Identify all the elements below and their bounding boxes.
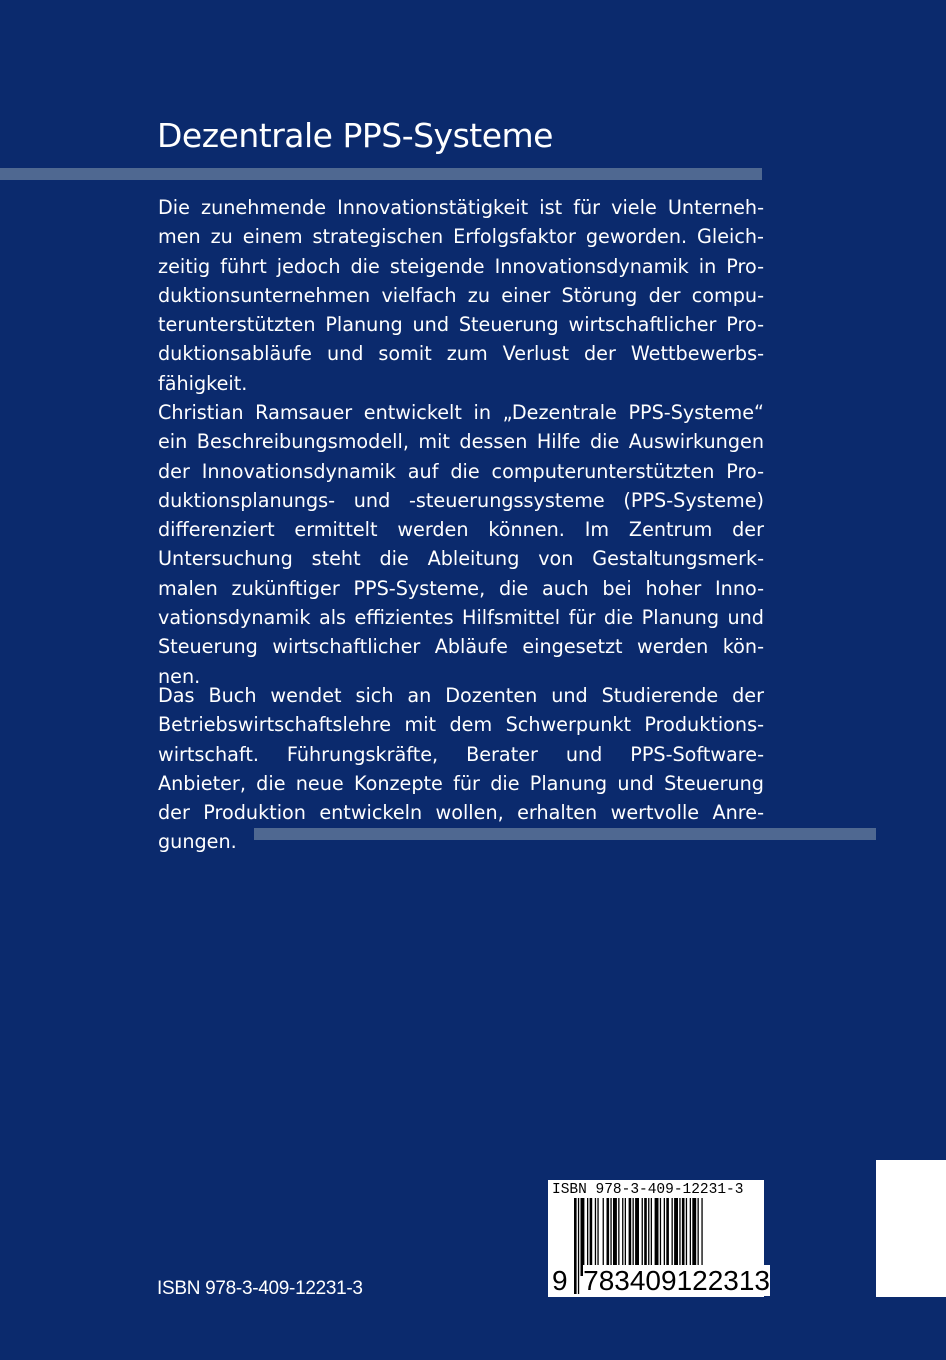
text-line: Anbieter, die neue Konzepte für die Planung und Steuerung [158, 771, 764, 795]
barcode-digit-first: 9 [552, 1265, 568, 1296]
text-line: wirtschaft. Führungskräfte, Berater und PPS-Software- [158, 742, 764, 766]
text-line: men zu einem strategischen Erfolgsfaktor geworden. Gleich- [158, 225, 764, 249]
text-line: duktionsabläufe und somit zum Verlust der Wettbewerbs- [158, 342, 764, 366]
barcode-isbn-text: ISBN 978-3-409-12231-3 [552, 1182, 744, 1198]
text-line: terunterstützten Planung und Steuerung wirtschaftlicher Pro- [158, 313, 764, 337]
text-line: ein Beschreibungsmodell, mit dessen Hilfe die Auswirkungen [158, 430, 764, 454]
text-line: differenziert ermittelt werden können. Im Zentrum der [158, 518, 764, 542]
price-label-area [876, 1160, 946, 1297]
text-line: zeitig führt jedoch die steigende Innovationsdynamik in Pro- [158, 254, 764, 278]
text-line: gungen. [158, 830, 237, 854]
text-line: der Innovationsdynamik auf die computerunterstützten Pro- [158, 459, 764, 483]
text-line: duktionsunternehmen vielfach zu einer Störung der compu- [158, 283, 764, 307]
barcode-digits-rest: 783409122313 [583, 1265, 771, 1296]
text-line: Steuerung wirtschaftlicher Abläufe eingesetzt werden kön- [158, 635, 764, 659]
text-line: Untersuchung steht die Ableitung von Gestaltungsmerk- [158, 547, 764, 571]
book-title: Dezentrale PPS-Systeme [157, 116, 553, 155]
text-line: duktionsplanungs- und -steuerungssysteme (PPS-Systeme) [158, 488, 764, 512]
text-line: der Produktion entwickeln wollen, erhalten wertvolle Anre- [158, 801, 764, 825]
text-line: nen. [158, 664, 201, 688]
text-line: Die zunehmende Innovationstätigkeit ist für viele Unterneh- [158, 196, 764, 219]
text-line: malen zukünftiger PPS-Systeme, die auch bei hoher Inno- [158, 576, 764, 600]
barcode-digits [552, 1266, 770, 1296]
text-line: Betriebswirtschaftslehre mit dem Schwerpunkt Produktions- [158, 713, 764, 737]
isbn-label: ISBN 978-3-409-12231-3 [157, 1278, 363, 1299]
text-line: Christian Ramsauer entwickelt in „Dezentrale PPS-Systeme“ [158, 401, 764, 424]
paragraph-1 [158, 193, 764, 398]
closing-rule [254, 828, 876, 840]
text-line: fähigkeit. [158, 371, 248, 395]
text-line: vationsdynamik als effizientes Hilfsmittel für die Planung und [158, 606, 764, 630]
paragraph-2 [158, 398, 764, 691]
isbn-barcode [548, 1180, 771, 1297]
text-line: Das Buch wendet sich an Dozenten und Studierende der [158, 684, 764, 707]
title-rule [0, 168, 762, 180]
